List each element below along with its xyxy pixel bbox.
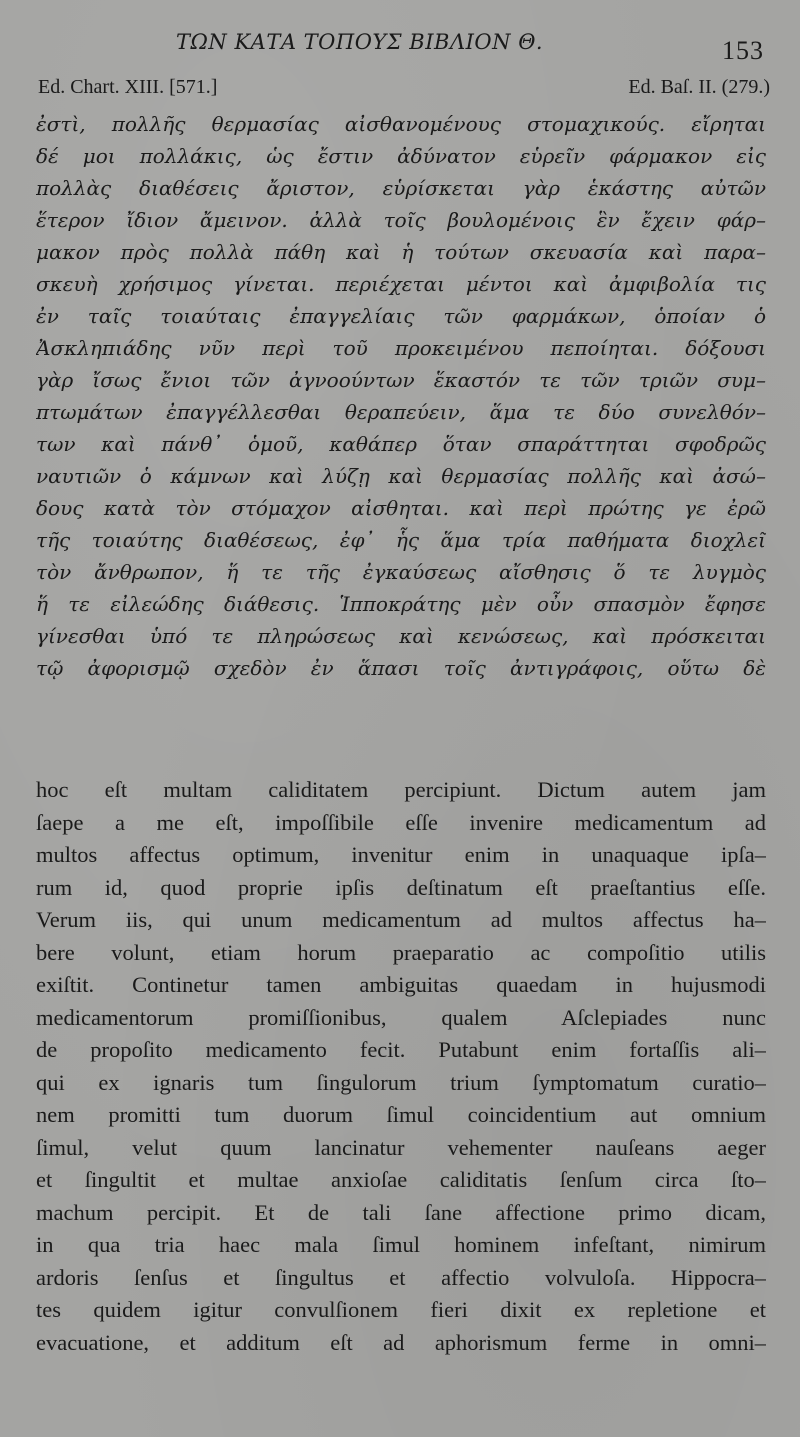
latin-line: in qua tria haec mala ſimul hominem infeſtant, nimirum: [36, 1232, 766, 1257]
running-title: ΤΩΝ ΚΑΤΑ ΤΟΠΟΥΣ ΒΙΒΛΙΟΝ Θ.: [176, 30, 544, 54]
edition-chart-reference: Ed. Chart. XIII. [571.]: [38, 76, 218, 98]
greek-line: των καὶ πάνθ᾽ ὁμοῦ, καθάπερ ὅταν σπαράττηται σφοδρῶς: [36, 432, 766, 456]
running-head: [0, 30, 800, 65]
greek-line: ἐν ταῖς τοιαύταις ἐπαγγελίαις τῶν φαρμάκων, ὁποίαν ὁ: [36, 304, 766, 328]
latin-line: multos affectus optimum, invenitur enim in unaquaque ipſa–: [36, 842, 766, 867]
greek-line: μακον πρὸς πολλὰ πάθη καὶ ἡ τούτων σκευασία καὶ παρα–: [36, 240, 766, 264]
latin-line: et ſingultit et multae anxioſae caliditatis ſenſum circa ſto–: [36, 1167, 766, 1192]
greek-line: τῆς τοιαύτης διαθέσεως, ἐφ᾽ ἧς ἅμα τρία παθήματα διοχλεῖ: [36, 528, 766, 552]
greek-line: τὸν ἄνθρωπον, ἥ τε τῆς ἐγκαύσεως αἴσθησις ὅ τε λυγμὸς: [36, 560, 766, 584]
latin-line: evacuatione, et additum eſt ad aphorismum ferme in omni–: [36, 1329, 766, 1355]
latin-line: rum id, quod proprie ipſis deſtinatum eſt praeſtantius eſſe.: [36, 874, 766, 900]
edition-basel-reference: Ed. Baſ. II. (279.): [628, 76, 770, 98]
latin-line: Verum iis, qui unum medicamentum ad multos affectus ha–: [36, 907, 766, 932]
latin-line: ſaepe a me eſt, impoſſibile eſſe invenire medicamentum ad: [36, 809, 766, 835]
latin-line: tes quidem igitur convulſionem fieri dixit ex repletione et: [36, 1297, 766, 1322]
greek-line: δέ μοι πολλάκις, ὡς ἔστιν ἀδύνατον εὑρεῖν φάρμακον εἰς: [36, 144, 766, 168]
greek-line: γίνεσθαι ὑπό τε πληρώσεως καὶ κενώσεως, καὶ πρόσκειται: [36, 624, 766, 648]
greek-line: τῷ ἀφορισμῷ σχεδὸν ἐν ἅπασι τοῖς ἀντιγράφοις, οὕτω δὲ: [36, 656, 766, 680]
greek-line: ἐστὶ, πολλῆς θερμασίας αἰσθανομένους στομαχικούς. εἴρηται: [36, 112, 766, 136]
page-number: 153: [722, 36, 764, 65]
latin-line: medicamentorum promiſſionibus, qualem Aſclepiades nunc: [36, 1004, 766, 1030]
latin-line: bere volunt, etiam horum praeparatio ac compoſitio utilis: [36, 939, 766, 965]
latin-line: hoc eſt multam caliditatem percipiunt. Dictum autem jam: [36, 777, 766, 802]
greek-line: δους κατὰ τὸν στόμαχον αἰσθηται. καὶ περὶ πρώτης γε ἐρῶ: [36, 496, 766, 520]
latin-line: nem promitti tum duorum ſimul coincidentium aut omnium: [36, 1102, 766, 1127]
latin-line: de propoſito medicamento fecit. Putabunt enim fortaſſis ali–: [36, 1037, 766, 1062]
greek-line: σκευὴ χρήσιμος γίνεται. περιέχεται μέντοι καὶ ἀμφιβολία τις: [36, 272, 766, 296]
greek-line: ἕτερον ἴδιον ἄμεινον. ἀλλὰ τοῖς βουλομένοις ἓν ἔχειν φάρ–: [36, 208, 766, 232]
latin-text-block: [36, 774, 766, 1359]
greek-line: πτωμάτων ἐπαγγέλλεσθαι θεραπεύειν, ἅμα τε δύο συνελθόν–: [36, 400, 766, 424]
greek-text-block: [36, 108, 766, 684]
latin-line: ſimul, velut quum lancinatur vehementer nauſeans aeger: [36, 1134, 766, 1160]
latin-line: qui ex ignaris tum ſingulorum trium ſymptomatum curatio–: [36, 1069, 766, 1095]
latin-line: machum percipit. Et de tali ſane affectione primo dicam,: [36, 1199, 766, 1225]
greek-line: Ἀσκληπιάδης νῦν περὶ τοῦ προκειμένου πεποίηται. δόξουσι: [36, 336, 766, 360]
edition-references: [38, 76, 770, 104]
greek-line: γὰρ ἴσως ἔνιοι τῶν ἀγνοούντων ἕκαστόν τε τῶν τριῶν συμ–: [36, 368, 766, 392]
greek-line: πολλὰς διαθέσεις ἄριστον, εὑρίσκεται γὰρ ἑκάστης αὐτῶν: [36, 176, 766, 200]
greek-line: ναυτιῶν ὁ κάμνων καὶ λύζῃ καὶ θερμασίας πολλῆς καὶ ἀσώ–: [36, 464, 766, 488]
greek-line: ἥ τε εἰλεώδης διάθεσις. Ἱπποκράτης μὲν οὖν σπασμὸν ἔφησε: [36, 592, 766, 616]
latin-line: exiſtit. Continetur tamen ambiguitas quaedam in hujusmodi: [36, 972, 766, 997]
latin-line: ardoris ſenſus et ſingultus et affectio volvuloſa. Hippocra–: [36, 1264, 766, 1290]
